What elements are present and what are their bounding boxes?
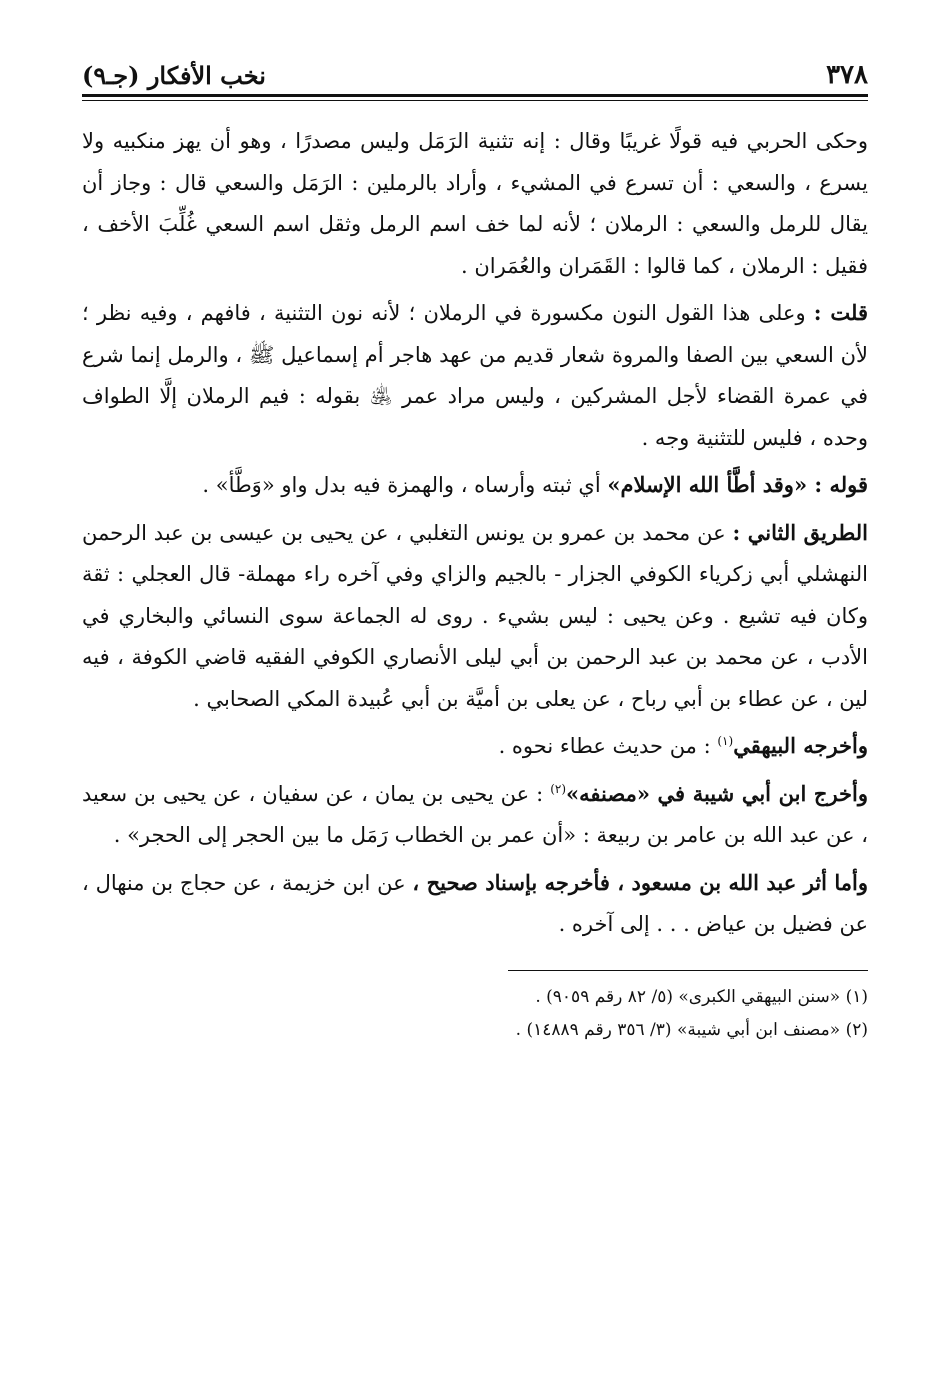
book-title: نخب الأفكار (جـ٩) xyxy=(82,61,266,90)
main-text xyxy=(82,121,868,946)
paragraph-text: عن ابن خزيمة ، عن حجاج بن منهال ، عن فضيل بن عياض . . . إلى آخره . xyxy=(82,870,868,936)
footnote: (١) «سنن البيهقي الكبرى» (٥/ ٨٢ رقم ٩٠٥٩) . xyxy=(535,986,868,1007)
paragraph-text: عن محمد بن عمرو بن يونس التغلبي ، عن يحيى بن عيسى بن عبد الرحمن النهشلي أبي زكرياء الكوفي الجزار - بالجيم والزاي وفي آخره راء مهملة- قال العجلي : ثقة وكان فيه تشيع . وعن يحيى : ليس بشيء . روى له الجماعة سوى النسائي والبخاري في الأدب ، عن محمد بن عبد الرحمن بن أبي ليلى الأنصاري الكوفي الفقيه قاضي الكوفة ، فيه لين ، عن عطاء بن أبي رباح ، عن يعلى بن أميَّة بن أبي عُبيدة المكي الصحابي . xyxy=(82,520,868,711)
paragraph-text: وحكى الحربي فيه قولًا غريبًا وقال : إنه تثنية الرَمَل وليس مصدرًا ، وهو أن يهز منكبيه ولا يسرع ، والسعي : أن تسرع في المشيء ، وأراد بالرملين : الرَمَل والسعي قال : وجاز أن يقال للرمل والسعي : الرملان ؛ لأنه لما خف اسم الرمل وثقل اسم السعي غُلِّبَ الأخف ، فقيل : الرملان ، كما قالوا : القَمَران والعُمَران . xyxy=(82,129,868,278)
header-rule-thin xyxy=(82,100,868,101)
footnote-separator xyxy=(508,970,868,971)
paragraph-lead: وأخرجه البيهقي xyxy=(733,733,868,758)
paragraph xyxy=(82,292,868,459)
paragraph-lead: الطريق الثاني : xyxy=(732,519,868,545)
footnote: (٢) «مصنف ابن أبي شيبة» (٣/ ٣٥٦ رقم ١٤٨٨٩) . xyxy=(515,1019,868,1040)
page-header xyxy=(82,50,868,90)
page-number: ٣٧٨ xyxy=(826,60,868,90)
footnotes xyxy=(82,970,868,1047)
paragraph xyxy=(82,121,868,287)
header-rule-thick xyxy=(82,94,868,97)
paragraph-lead: وأما أثر عبد الله بن مسعود ، فأخرجه بإسناد صحيح ، xyxy=(412,869,869,895)
paragraph-lead: قلت : xyxy=(813,300,868,325)
paragraph-text: أي ثبته وأرساه ، والهمزة فيه بدل واو «وَطَّأ» . xyxy=(202,473,608,497)
footnote-ref[interactable]: (٢) xyxy=(550,781,567,796)
paragraph xyxy=(82,725,868,768)
paragraph-lead: قوله : «وقد أطَّأ الله الإسلام» xyxy=(607,472,868,497)
paragraph xyxy=(82,862,868,946)
paragraph xyxy=(82,464,868,507)
paragraph-lead: وأخرج ابن أبي شيبة في «مصنفه» xyxy=(566,780,868,806)
paragraph xyxy=(82,773,868,857)
paragraph-text: وعلى هذا القول النون مكسورة في الرملان ؛ لأنه نون التثنية ، فافهم ، وفيه نظر ؛ لأن السعي بين الصفا والمروة شعار قديم من عهد هاجر أم إسماعيل ﷺ ، والرمل إنما شرع في عمرة القضاء لأجل المشركين ، وليس مراد عمر ﵁ بقوله : فيم الرملان إلَّا الطواف وحده ، فليس للتثنية وجه . xyxy=(82,301,868,450)
paragraph xyxy=(82,512,868,721)
footnote-ref[interactable]: (١) xyxy=(717,734,734,748)
paragraph-text: : عن يحيى بن يمان ، عن سفيان ، عن يحيى بن سعيد ، عن عبد الله بن عامر بن ربيعة : «أن عمر بن الخطاب رَمَل ما بين الحجر إلى الحجر» . xyxy=(82,781,868,847)
paragraph-text: : من حديث عطاء نحوه . xyxy=(498,734,718,758)
